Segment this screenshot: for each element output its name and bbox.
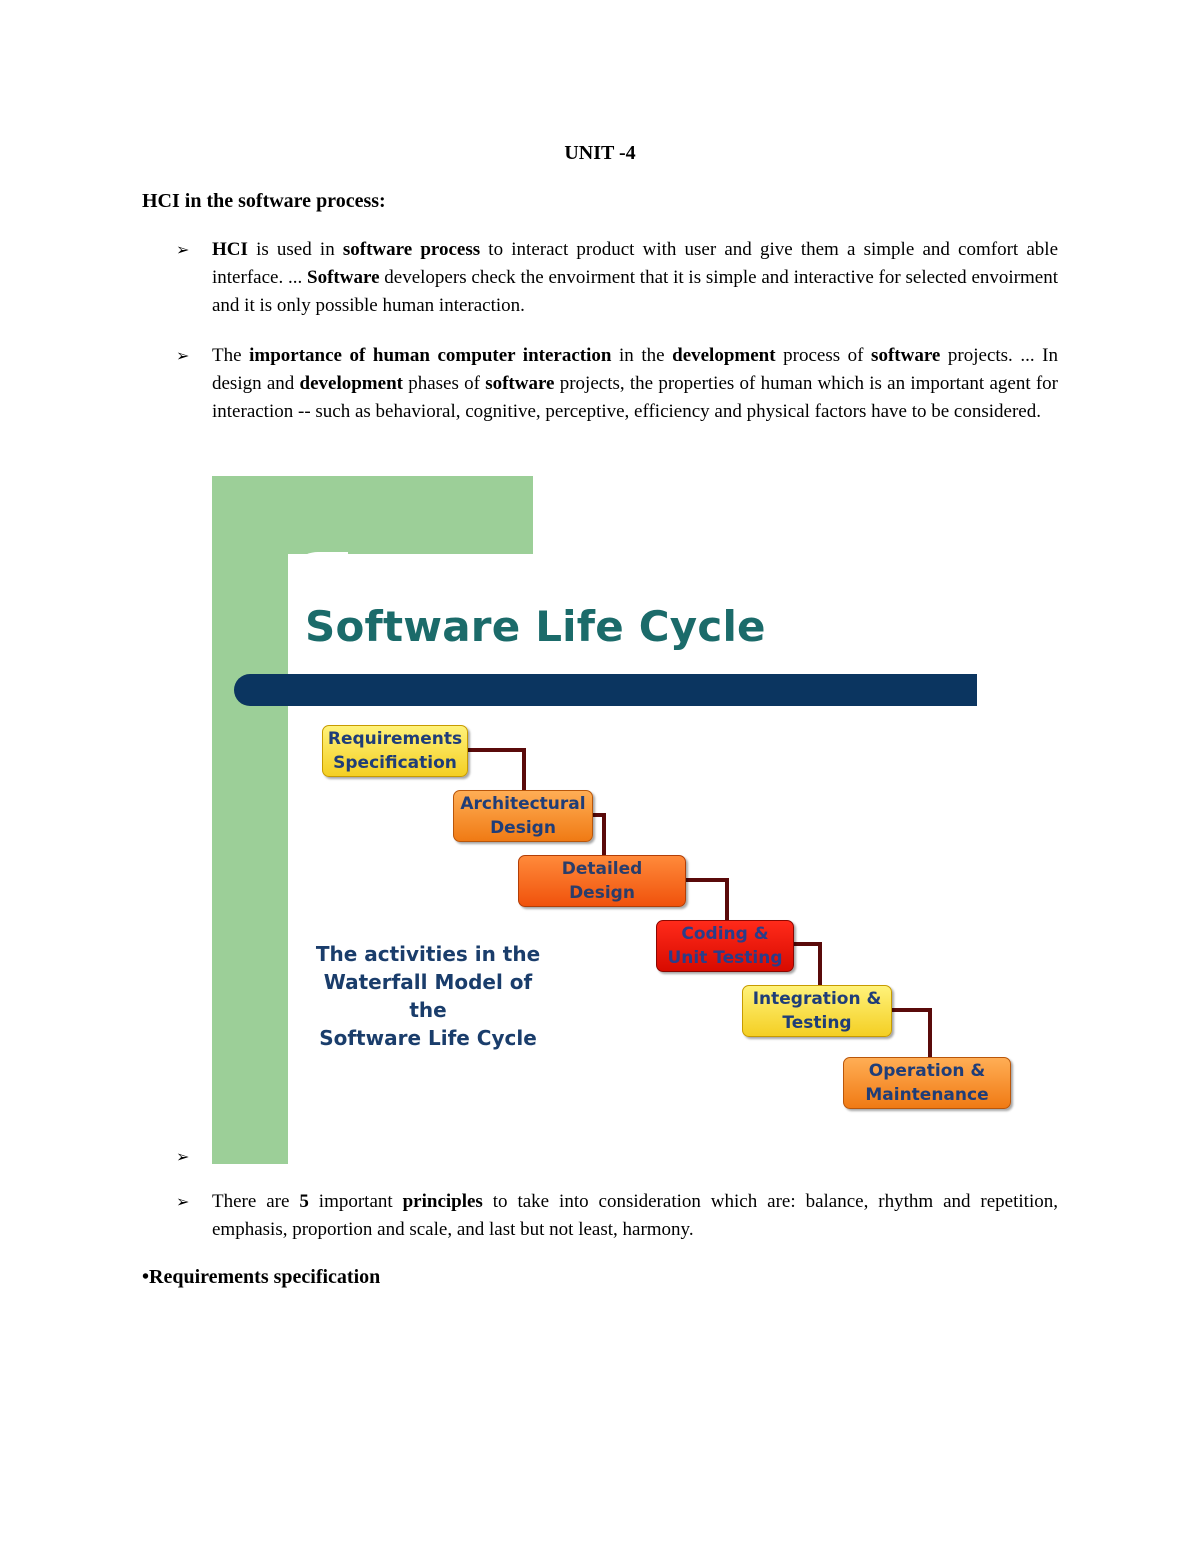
unit-title: UNIT -4 [564,142,636,164]
software-life-cycle-figure [212,476,1012,1164]
step-detailed-design: Detailed Design [518,855,686,907]
connector-1 [468,748,526,796]
step-integration-testing: Integration & Testing [742,985,892,1037]
bullet-arrow-icon: ➢ [176,348,190,365]
step-requirements-specification: Requirements Specification [322,725,468,777]
step-coding-unit-testing: Coding & Unit Testing [656,920,794,972]
connector-4 [794,942,822,990]
figure-title: Software Life Cycle [305,602,766,651]
figure-caption: The activities in the Waterfall Model of the Software Life Cycle [315,942,541,1050]
connector-3 [685,878,729,926]
bullet-arrow-icon: ➢ [176,1194,190,1211]
section-requirements-specification: •Requirements specification [142,1266,381,1288]
step-operation-maintenance: Operation & Maintenance [843,1057,1011,1109]
figure-title-bar [234,674,977,706]
paragraph-hci-software-process: HCI is used in software process to interact product with user and give them a simple and comfort able interface. ... Software developers check the envoirment that it is simple and interactive for selected envoirment and it is only possible human interaction. [212,239,1058,316]
step-architectural-design: Architectural Design [453,790,593,842]
connector-5 [890,1008,932,1062]
paragraph-principles: There are 5 important principles to take into consideration which are: balance, rhythm and repetition, emphasis, proportion and scale, and last but not least, harmony. [212,1191,1058,1240]
bullet-arrow-icon: ➢ [176,242,190,259]
paragraph-importance-hci: The importance of human computer interaction in the development process of software projects. ... In design and development phases of software projects, the properties of human which is an important agent for interaction -- such as behavioral, cognitive, perceptive, efficiency and physical factors have to be considered. [212,345,1058,422]
bullet-arrow-icon: ➢ [176,1149,190,1166]
connector-2 [592,813,606,861]
section-heading: HCI in the software process: [142,190,386,212]
figure-green-sidebar [212,476,288,1164]
